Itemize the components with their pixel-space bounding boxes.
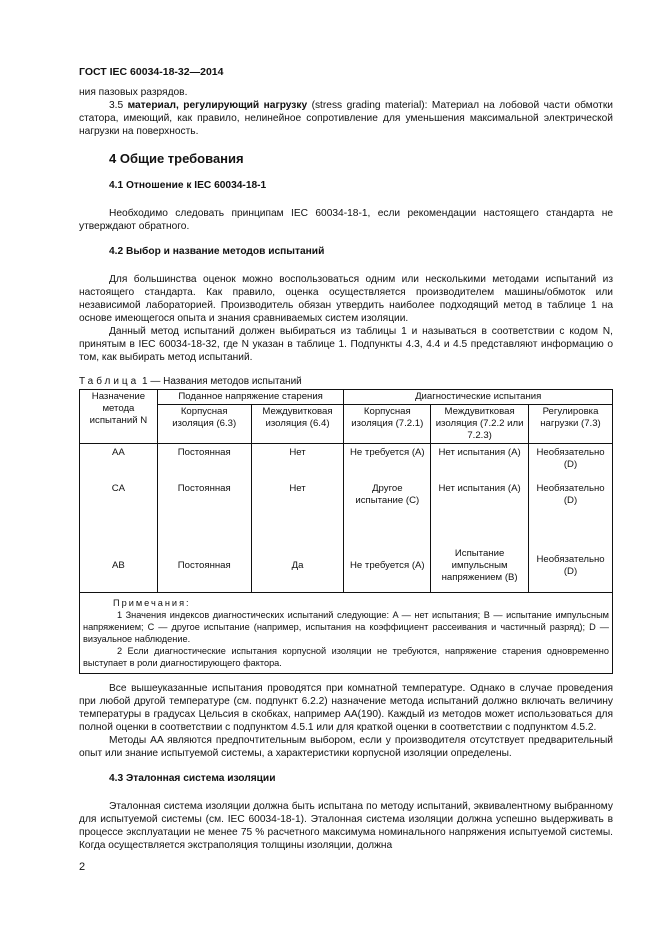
header-turn-insulation: Междувитковая изоляция (6.4) xyxy=(251,405,344,444)
header-diag-case-insulation: Корпусная изоляция (7.2.1) xyxy=(344,405,431,444)
after-table-paragraph-2: Методы AA являются предпочтительным выбором, если у производителя отсутствует предварительный опыт или знание испытуемой системы, а характеристики корпусной изоляции определены. xyxy=(79,735,613,759)
table-caption xyxy=(79,375,613,388)
table-caption-word: Таблица xyxy=(79,376,140,387)
section-4-3-title: 4.3 Эталонная система изоляции xyxy=(109,773,276,784)
cell-diag-case: Не требуется (A) xyxy=(344,536,431,593)
cell-method: CA xyxy=(80,480,158,536)
note-1: 1 Значения индексов диагностических испытаний следующие: A — нет испытания; B — испытание импульсным напряжением; C — другое испытание (например, испытания на коэффициент рассеивания и частичный разряд); D — визуальное наблюдение. xyxy=(83,610,609,644)
table-notes-row xyxy=(80,593,613,674)
definition-number: 3.5 xyxy=(109,100,128,111)
cell-stress-grading: Необязательно (D) xyxy=(529,444,613,481)
cell-diag-case: Другое испытание (C) xyxy=(344,480,431,536)
test-methods-table xyxy=(79,389,613,674)
cell-stress-grading: Необязательно (D) xyxy=(529,480,613,536)
cell-turn-aging: Нет xyxy=(251,444,344,481)
cell-diag-case: Не требуется (A) xyxy=(344,444,431,481)
after-table-paragraph-1: Все вышеуказанные испытания проводятся при комнатной температуре. Однако в случае проведения при любой другой температуре (см. подпункт 6.2.2) назначение метода испытаний должно включать величину температуры в градусах Цельсия в скобках, например AA(190). Каждый из методов может использоваться для полной оценки в соответствии с подпунктом 4.5.1 или для краткой оценки в соответствии с подпунктом 4.5.2. xyxy=(79,683,613,733)
section-4-1-title: 4.1 Отношение к IEC 60034-18-1 xyxy=(109,180,267,191)
header-stress-grading: Регулировка нагрузки (7.3) xyxy=(529,405,613,444)
cell-stress-grading: Необязательно (D) xyxy=(529,536,613,593)
section-4-title: 4 Общие требования xyxy=(109,151,244,166)
header-purpose: Назначение метода испытаний N xyxy=(80,390,158,444)
definition-text: (stress grading material): Материал на лобовой части обмотки статора, имеющий, как правило, нелинейное сопротивление для уменьшения максимальной электрической нагрузки на поверхность. xyxy=(79,100,613,137)
table-row xyxy=(80,480,613,536)
page-content xyxy=(79,86,613,852)
cell-case-aging: Постоянная xyxy=(157,480,251,536)
header-aging-voltage: Поданное напряжение старения xyxy=(157,390,344,405)
cell-case-aging: Постоянная xyxy=(157,444,251,481)
cell-diag-turn: Нет испытания (A) xyxy=(431,444,529,481)
running-header: ГОСТ IEC 60034-18-32—2014 xyxy=(79,66,224,78)
note-2: 2 Если диагностические испытания корпусной изоляции не требуются, напряжение старения одновременно выступает в роли диагностирующего фактора. xyxy=(83,646,609,668)
definition-term: материал, регулирующий нагрузку xyxy=(127,100,308,111)
table-row xyxy=(80,536,613,593)
cell-method: AA xyxy=(80,444,158,481)
section-4-2-paragraph-2: Данный метод испытаний должен выбираться из таблицы 1 и называться в соответствии с кодом N, принятым в IEC 60034-18-32, где N указан в таблице 1. Подпункты 4.3, 4.4 и 4.5 представляют информацию о том, как выбирать метод испытаний. xyxy=(79,326,613,363)
cell-turn-aging: Да xyxy=(251,536,344,593)
page-number: 2 xyxy=(79,861,86,873)
continued-text: ния пазовых разрядов. xyxy=(79,87,188,98)
definition-3-5 xyxy=(79,99,613,138)
cell-diag-turn: Испытание импульсным напряжением (B) xyxy=(431,536,529,593)
cell-turn-aging: Нет xyxy=(251,480,344,536)
cell-case-aging: Постоянная xyxy=(157,536,251,593)
section-4-2-title: 4.2 Выбор и название методов испытаний xyxy=(109,246,325,257)
table-row xyxy=(80,444,613,481)
header-diagnostic-tests: Диагностические испытания xyxy=(344,390,613,405)
section-4-1-paragraph: Необходимо следовать принципам IEC 60034-18-1, если рекомендации настоящего стандарта не утверждают обратного. xyxy=(79,208,613,232)
section-4-2-paragraph-1: Для большинства оценок можно воспользоваться одним или несколькими методами испытаний из настоящего стандарта. Как правило, оценка осуществляется производителем машины/обмоток или независимой лабораторией. Производитель обязан утвердить наиболее подходящий метод в таблице 1 на основе имеющегося опыта и знания сравниваемых систем изоляции. xyxy=(79,274,613,324)
cell-method: AB xyxy=(80,536,158,593)
section-4-3-paragraph: Эталонная система изоляции должна быть испытана по методу испытаний, эквивалентному выбранному для испытуемой системы (см. IEC 60034-18-1). Эталонная система изоляции должна успешно выдерживать в процессе эксплуатации не менее 75 % расчетного максимума номинального напряжения испытуемой системы. Когда осуществляется экстраполяция толщины изоляции, должна xyxy=(79,801,613,851)
table-notes xyxy=(80,593,613,674)
cell-diag-turn: Нет испытания (A) xyxy=(431,480,529,536)
notes-heading: Примечания: xyxy=(113,598,191,608)
table-caption-title: 1 — Названия методов испытаний xyxy=(139,376,302,387)
header-diag-turn-insulation: Междувитковая изоляция (7.2.2 или 7.2.3) xyxy=(431,405,529,444)
header-case-insulation: Корпусная изоляция (6.3) xyxy=(157,405,251,444)
